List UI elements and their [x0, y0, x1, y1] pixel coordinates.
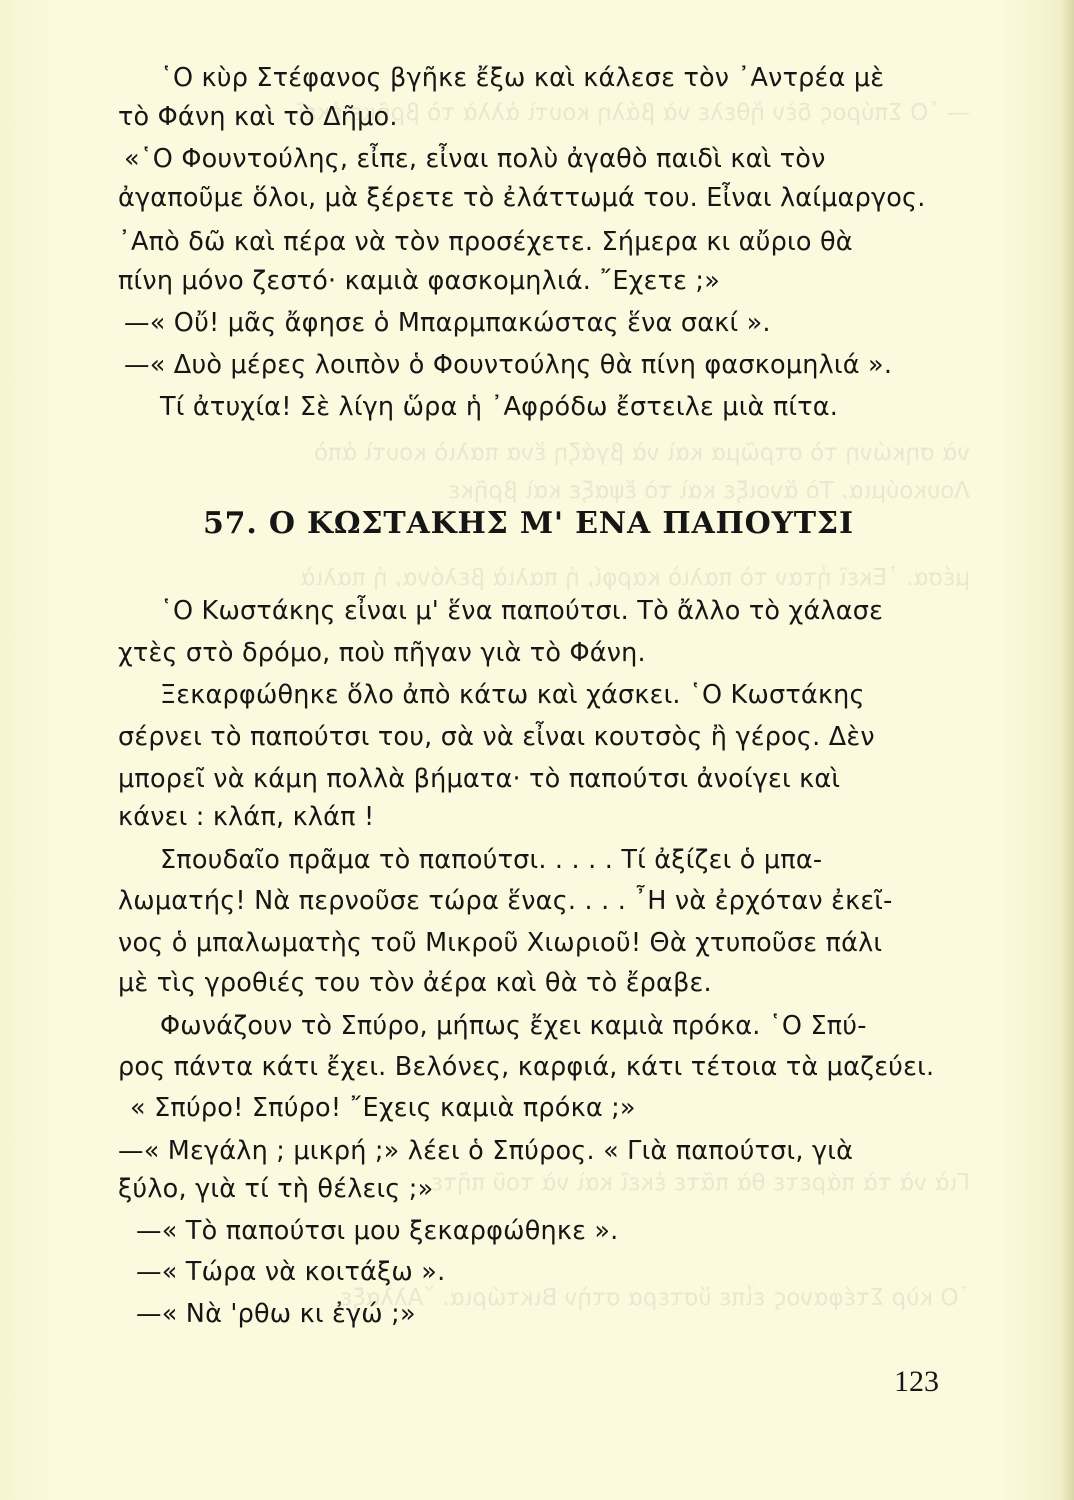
page-binding-shadow: [1060, 0, 1074, 1500]
bleed-through: ῾Ο κὺρ Στέφανος εἶπε ὕστερα στὴν Βικτώρια. ῎Αλλαξε: [339, 1285, 970, 1311]
dialogue-line: —« Μεγάλη ; μικρή ;» λέει ὁ Σπύρος. « Γιὰ παπούτσι, γιὰ: [118, 1136, 854, 1166]
text-line: ἀγαποῦμε ὅλοι, μὰ ξέρετε τὸ ἐλάττωμά του. Εἶναι λαίμαργος.: [118, 183, 926, 213]
text-line: Τί ἀτυχία! Σὲ λίγη ὥρα ἡ ᾿Αφρόδω ἔστειλε μιὰ πίτα.: [160, 392, 839, 422]
bleed-through: μέσα. ᾿Εκεῖ ἦταν τὸ παλιὸ καρφί, ἡ παλιὰ βελόνα, ἡ παλιὰ: [300, 565, 970, 591]
dialogue-line: « Σπύρο! Σπύρο! ῎Εχεις καμιὰ πρόκα ;»: [130, 1093, 636, 1123]
bleed-through: νὰ σηκώνη τὸ στρῶμα καὶ νὰ βγάζη ἕνα παλιὸ κουτὶ ἀπὸ: [313, 440, 970, 466]
dialogue-line: —« Νὰ 'ρθω κι ἐγώ ;»: [136, 1299, 416, 1329]
text-line: μὲ τὶς γροθιές του τὸν ἀέρα καὶ θὰ τὸ ἔραβε.: [118, 968, 712, 998]
dialogue-line: —« Οὔ! μᾶς ἄφησε ὁ Μπαρμπακώστας ἕνα σακί ».: [124, 308, 771, 338]
text-line: ρος πάντα κάτι ἔχει. Βελόνες, καρφιά, κάτι τέτοια τὰ μαζεύει.: [118, 1052, 935, 1082]
bleed-through: — ῾Ο Σπύρος δὲν ἤθελε νὰ βάλη κουτὶ ἀλλὰ τὸ βρῆκε ἐκεῖ: [296, 100, 970, 126]
text-line: Φωνάζουν τὸ Σπύρο, μήπως ἔχει καμιὰ πρόκα. ῾Ο Σπύ-: [160, 1011, 867, 1041]
text-line: πίνη μόνο ζεστό· καμιὰ φασκομηλιά. ῎Εχετε ;»: [118, 266, 721, 296]
text-line: σέρνει τὸ παπούτσι του, σὰ νὰ εἶναι κουτσὸς ἢ γέρος. Δὲν: [118, 722, 875, 752]
text-line: ᾿Απὸ δῶ καὶ πέρα νὰ τὸν προσέχετε. Σήμερα κι αὔριο θὰ: [118, 227, 853, 257]
text-line: μπορεῖ νὰ κάμη πολλὰ βήματα· τὸ παπούτσι ἀνοίγει καὶ: [118, 764, 841, 794]
dialogue-line: —« Τὸ παπούτσι μου ξεκαρφώθηκε ».: [136, 1216, 619, 1246]
bleed-through: Λουκούμια. Τὸ ἄνοιξε καὶ τὸ ἔψαξε καὶ βρῆκε: [447, 478, 970, 504]
text-line: ῾Ο Κωστάκης εἶναι μ' ἕνα παπούτσι. Τὸ ἄλλο τὸ χάλασε: [160, 596, 884, 626]
text-line: κάνει : κλάπ, κλάπ !: [118, 802, 375, 832]
text-line: λωματής! Νὰ περνοῦσε τώρα ἕνας. . . . ῏Η νὰ ἐρχόταν ἐκεῖ-: [118, 886, 893, 916]
text-line: νος ὁ μπαλωματὴς τοῦ Μικροῦ Χιωριοῦ! Θὰ χτυποῦσε πάλι: [118, 928, 883, 958]
chapter-heading: 57. Ο ΚΩΣΤΑΚΗΣ Μ' ΕΝΑ ΠΑΠΟΥΤΣΙ: [203, 506, 854, 541]
text-line: Ξεκαρφώθηκε ὅλο ἀπὸ κάτω καὶ χάσκει. ῾Ο Κωστάκης: [160, 680, 865, 710]
text-line: ξύλο, γιὰ τί τὴ θέλεις ;»: [118, 1174, 434, 1204]
dialogue-line: —« Δυὸ μέρες λοιπὸν ὁ Φουντούλης θὰ πίνη φασκομηλιά ».: [124, 350, 893, 380]
text-line: ῾Ο κὺρ Στέφανος βγῆκε ἔξω καὶ κάλεσε τὸν ᾿Αντρέα μὲ: [160, 63, 885, 93]
text-line: χτὲς στὸ δρόμο, ποὺ πῆγαν γιὰ τὸ Φάνη.: [118, 638, 646, 668]
bleed-through: Γιὰ νὰ τὰ πάρετε θὰ πᾶτε ἐκεῖ καὶ νὰ τοῦ πῆτε: [430, 1170, 970, 1196]
text-line: Σπουδαῖο πρᾶμα τὸ παπούτσι. . . . . Τί ἀξίζει ὁ μπα-: [160, 845, 823, 875]
text-line: τὸ Φάνη καὶ τὸ Δῆμο.: [118, 102, 398, 132]
dialogue-line: —« Τώρα νὰ κοιτάξω ».: [136, 1257, 446, 1287]
text-line: «῾Ο Φουντούλης, εἶπε, εἶναι πολὺ ἀγαθὸ παιδὶ καὶ τὸν: [124, 144, 826, 174]
page-number: 123: [894, 1365, 939, 1398]
